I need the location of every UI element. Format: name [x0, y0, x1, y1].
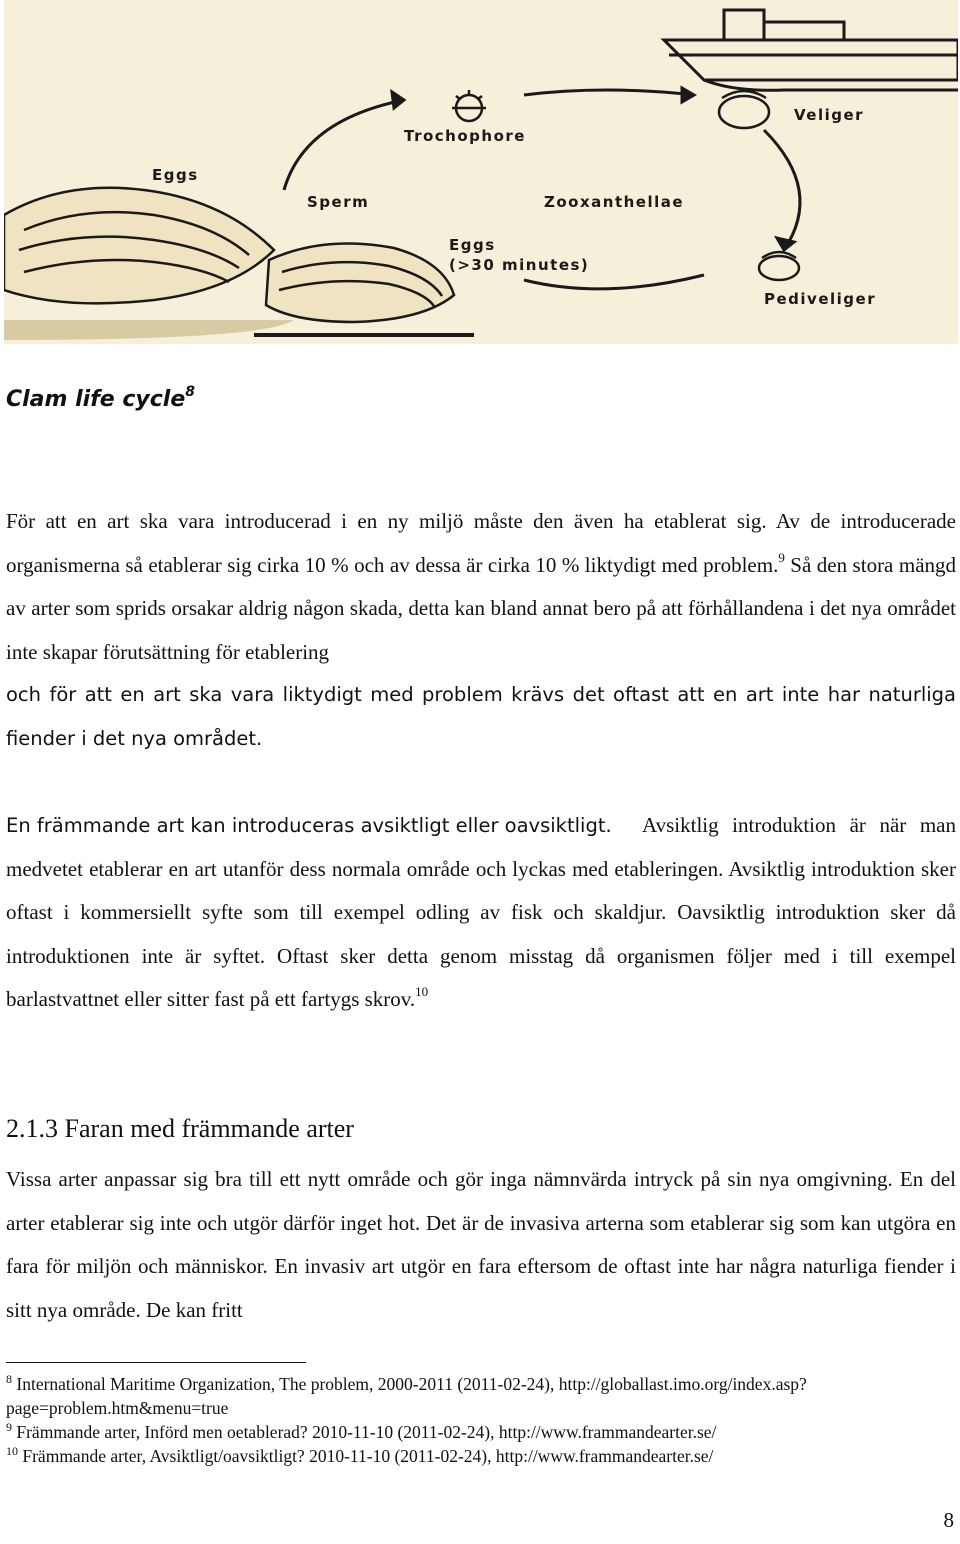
footnote-text: Främmande arter, Införd men oetablerad? 2010-11-10 (2011-02-24), http://www.frammandearter.se/: [12, 1422, 717, 1442]
label-zooxanthellae: Zooxanthellae: [544, 193, 685, 211]
label-eggs-timed: Eggs: [449, 236, 496, 254]
paragraph-introduction: [6, 804, 956, 1022]
footnote-number: 9: [6, 1420, 12, 1434]
label-eggs: Eggs: [152, 166, 199, 184]
footnote-9: [6, 1420, 956, 1444]
footnote-text: International Maritime Organization, The problem, 2000-2011 (2011-02-24), http://globallast.imo.org/index.asp?page=problem.htm&menu=true: [6, 1374, 807, 1418]
footnote-divider: [6, 1362, 306, 1363]
footnote-number: 10: [6, 1444, 18, 1458]
footnote-ref-9[interactable]: 9: [778, 549, 785, 565]
page-number: 8: [943, 1508, 954, 1532]
footnote-8: [6, 1372, 956, 1420]
footnotes: [6, 1372, 956, 1468]
paragraph-establishment-part-a: För att en art ska vara introducerad i en ny miljö måste den även ha etablerat sig. Av de introducerade organismerna så etablerar sig cirka 10 % och av dessa är cirka 10 % liktydigt med problem.: [6, 509, 956, 577]
caption-text: Clam life cycle: [6, 387, 186, 412]
label-trochophore: Trochophore: [404, 127, 526, 145]
figure-caption: [6, 384, 195, 412]
paragraph-danger: Vissa arter anpassar sig bra till ett nytt område och gör inga nämnvärda intryck på sin nya omgivning. En del arter etablerar sig inte och utgör därför inget hot. Det är de invasiva arterna som etablerar sig som kan utgöra en fara för miljön och människor. En invasiv art utgör en fara eftersom de oftast inte har några naturliga fiender i sitt nya område. De kan fritt: [6, 1167, 956, 1322]
label-eggs-timed-duration: (>30 minutes): [449, 256, 590, 274]
label-sperm: Sperm: [307, 193, 370, 211]
paragraph-establishment: [6, 500, 956, 674]
caption-footnote-ref[interactable]: 8: [185, 384, 195, 400]
paragraph-introduction-text: Avsiktlig introduktion är när man medvetet etablerar en art utanför dess normala område och lyckas med etableringen. Avsiktlig introduktion sker oftast i kommersiellt syfte som till exempel odling av fisk och skaldjur. Oavsiktlig introduktion sker då introduktionen inte är syftet. Oftast sker detta genom misstag då organismen följer med i till exempel barlastvattnet eller sitter fast på ett fartygs skrov.: [6, 813, 956, 1011]
footnote-text: Främmande arter, Avsiktligt/oavsiktligt? 2010-11-10 (2011-02-24), http://www.frammandearter.se/: [18, 1446, 714, 1466]
life-cycle-diagram: [4, 0, 958, 344]
paragraph-establishment-part-b: Så den stora mängd av arter som sprids orsakar aldrig någon skada, detta kan bland annat bero på att förhållandena i det nya området inte skapar förutsättning för etablering: [6, 552, 957, 664]
footnote-number: 8: [6, 1372, 12, 1386]
clam-life-cycle-figure: [4, 0, 958, 344]
section-heading: 2.1.3 Faran med främmande arter: [6, 1114, 354, 1143]
label-pediveliger: Pediveliger: [764, 290, 877, 308]
paragraph-introduction-lead-text: En främmande art kan introduceras avsiktligt eller oavsiktligt.: [6, 814, 612, 837]
paragraph-establishment-continued: och för att en art ska vara liktydigt med problem krävs det oftast att en art inte har naturliga fiender i det nya området.: [6, 683, 956, 750]
label-veliger: Veliger: [794, 106, 865, 124]
footnote-ref-10[interactable]: 10: [415, 984, 429, 999]
footnote-10: [6, 1444, 956, 1468]
